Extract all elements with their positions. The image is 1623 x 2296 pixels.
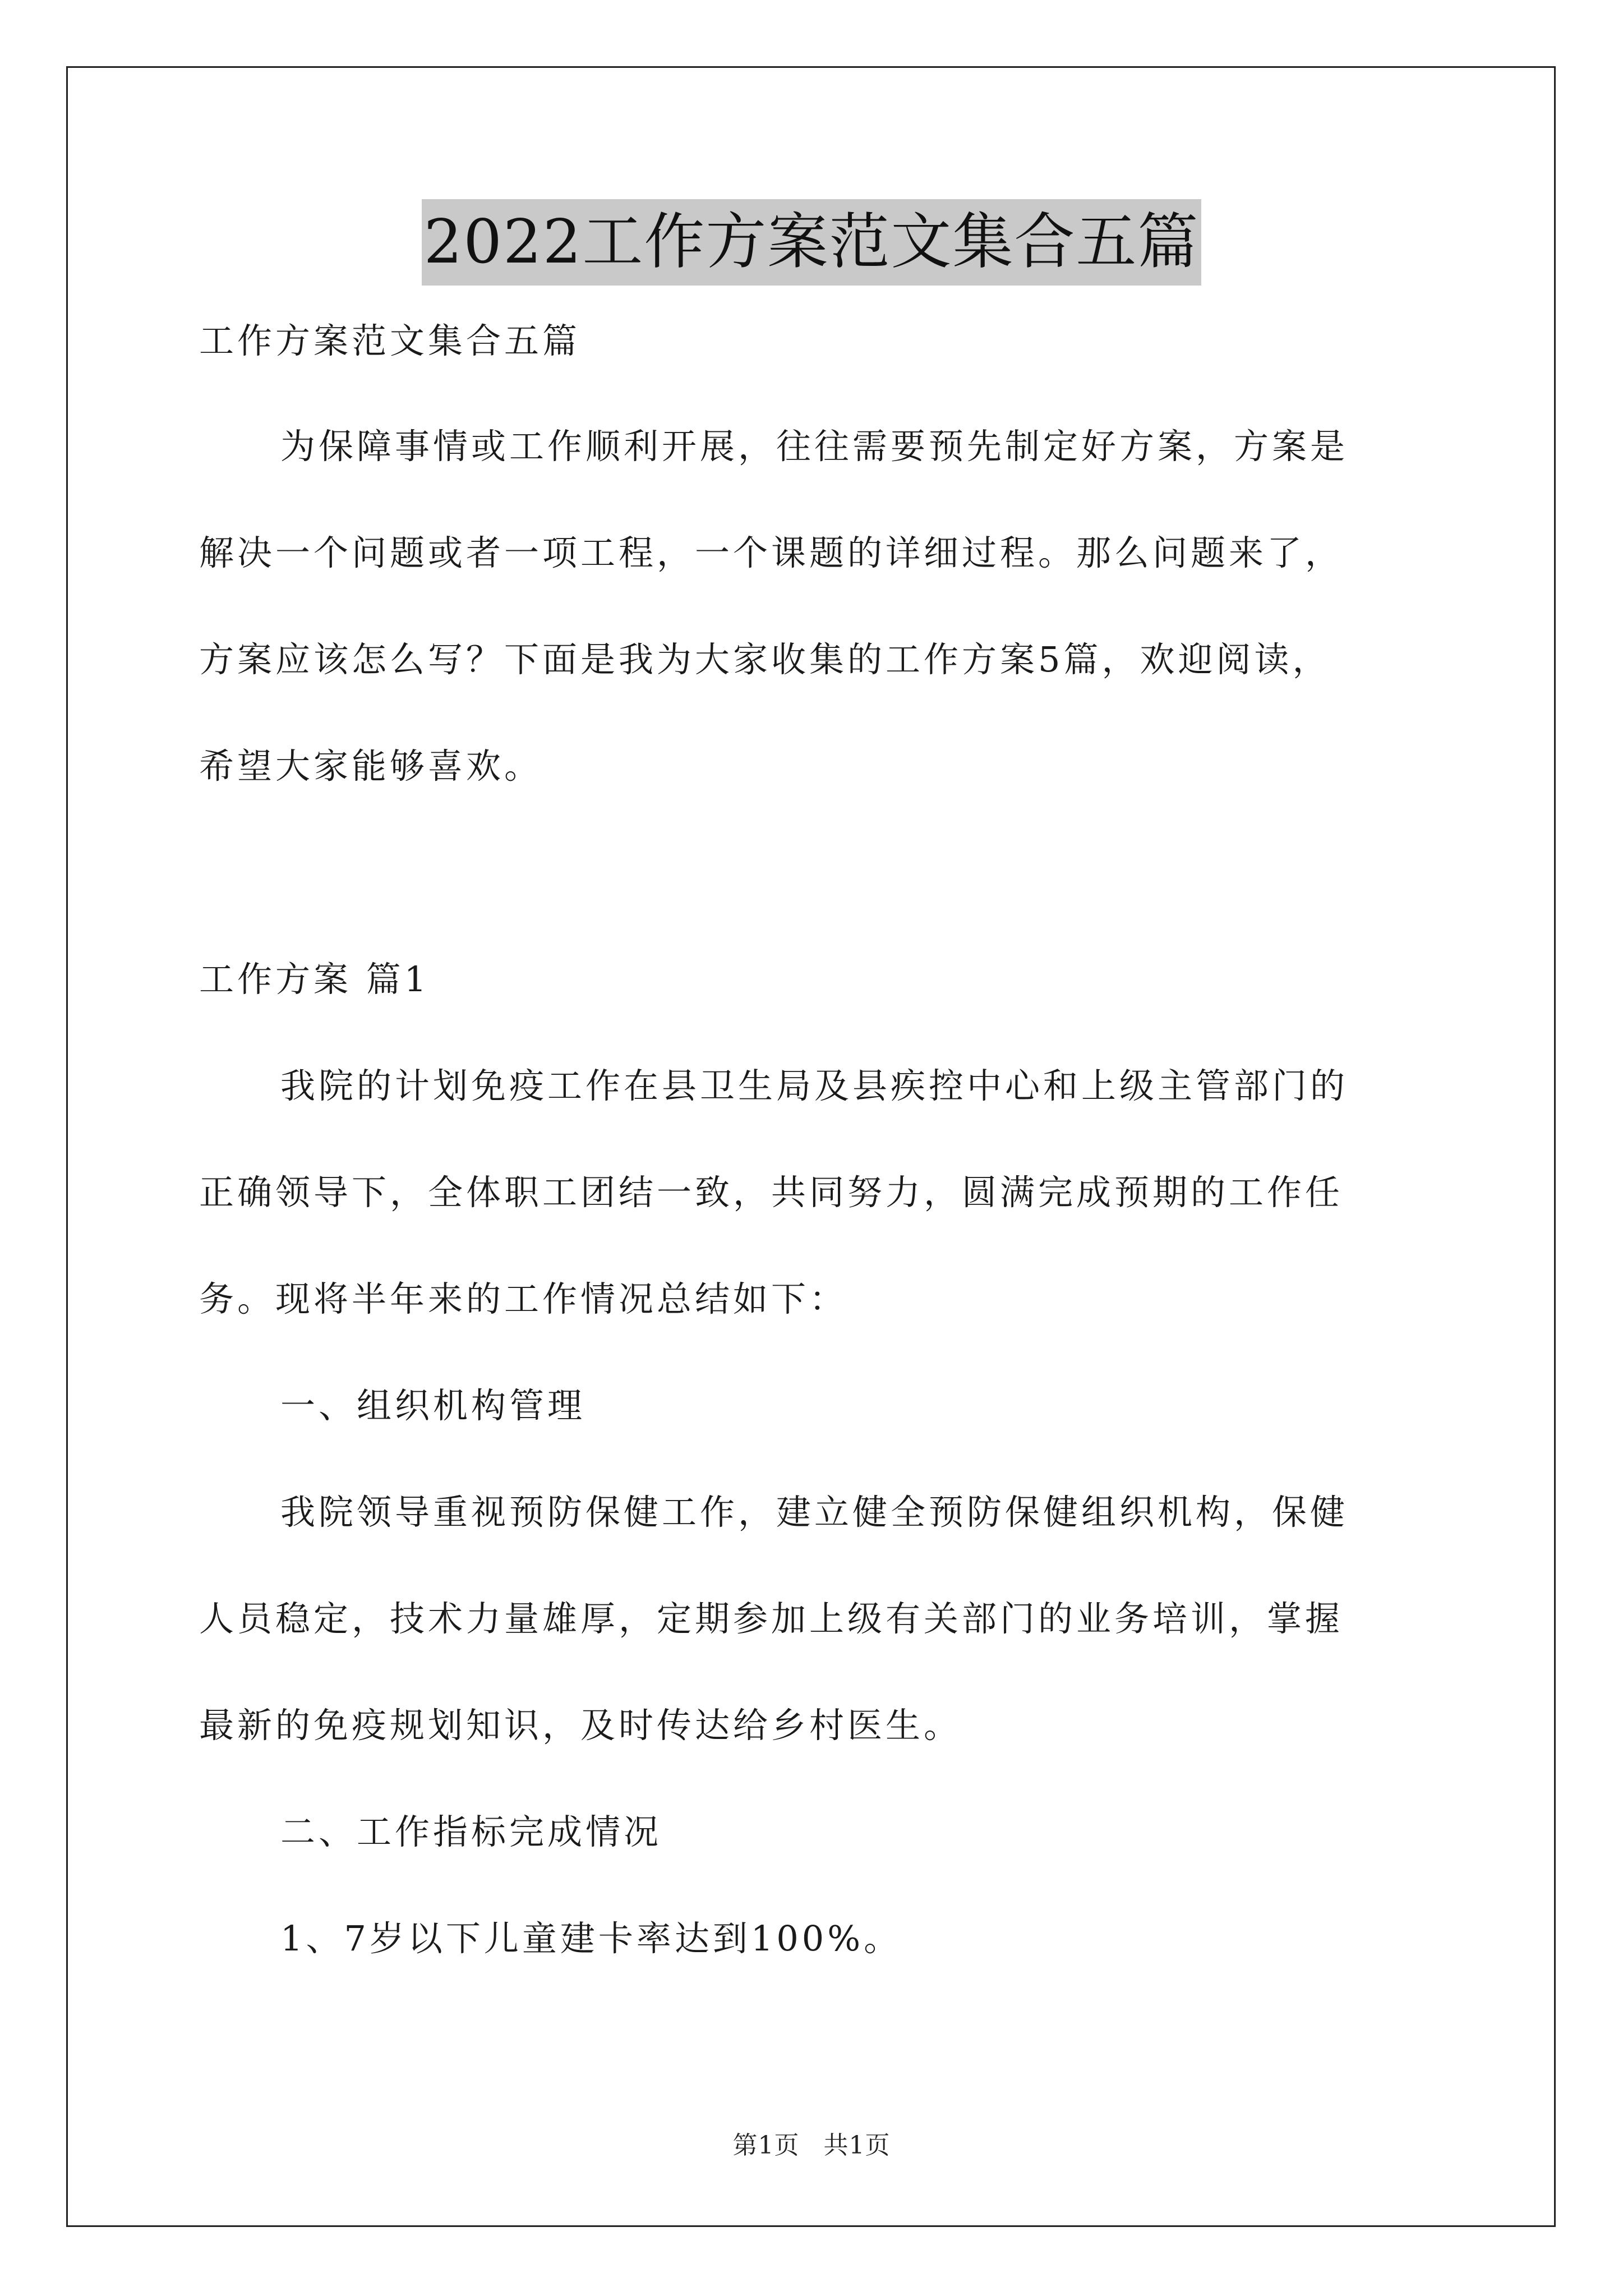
document-title: 2022工作方案范文集合五篇 [422, 199, 1202, 286]
para1-line-3: 务。现将半年来的工作情况总结如下： [199, 1278, 848, 1319]
para1-line-1: 我院的计划免疫工作在县卫生局及县疾控中心和上级主管部门的 [280, 1065, 1349, 1106]
para2-line-3: 最新的免疫规划知识，及时传达给乡村医生。 [199, 1705, 962, 1746]
page-footer [0, 2125, 1623, 2161]
intro-line-2: 解决一个问题或者一项工程，一个课题的详细过程。那么问题来了， [199, 532, 1344, 573]
intro-line-1: 为保障事情或工作顺利开展，往往需要预先制定好方案，方案是 [280, 426, 1349, 467]
page-total: 共1页 [823, 2131, 891, 2160]
para1-line-2: 正确领导下，全体职工团结一致，共同努力，圆满完成预期的工作任 [199, 1172, 1344, 1213]
list-item-1: 1、7岁以下儿童建卡率达到100%。 [280, 1918, 902, 1959]
heading-organization: 一、组织机构管理 [280, 1385, 586, 1426]
heading-indicators: 二、工作指标完成情况 [280, 1811, 662, 1852]
document-subtitle: 工作方案范文集合五篇 [199, 320, 581, 361]
para2-line-2: 人员稳定，技术力量雄厚，定期参加上级有关部门的业务培训，掌握 [199, 1598, 1344, 1639]
page-number: 第1页 [732, 2131, 800, 2160]
section-heading: 工作方案 篇1 [199, 959, 430, 1000]
page-border [66, 66, 1556, 2227]
intro-line-4: 希望大家能够喜欢。 [199, 746, 543, 786]
intro-line-3: 方案应该怎么写？下面是我为大家收集的工作方案5篇，欢迎阅读， [199, 639, 1331, 680]
title-container [0, 199, 1623, 286]
para2-line-1: 我院领导重视预防保健工作，建立健全预防保健组织机构，保健 [280, 1492, 1349, 1533]
